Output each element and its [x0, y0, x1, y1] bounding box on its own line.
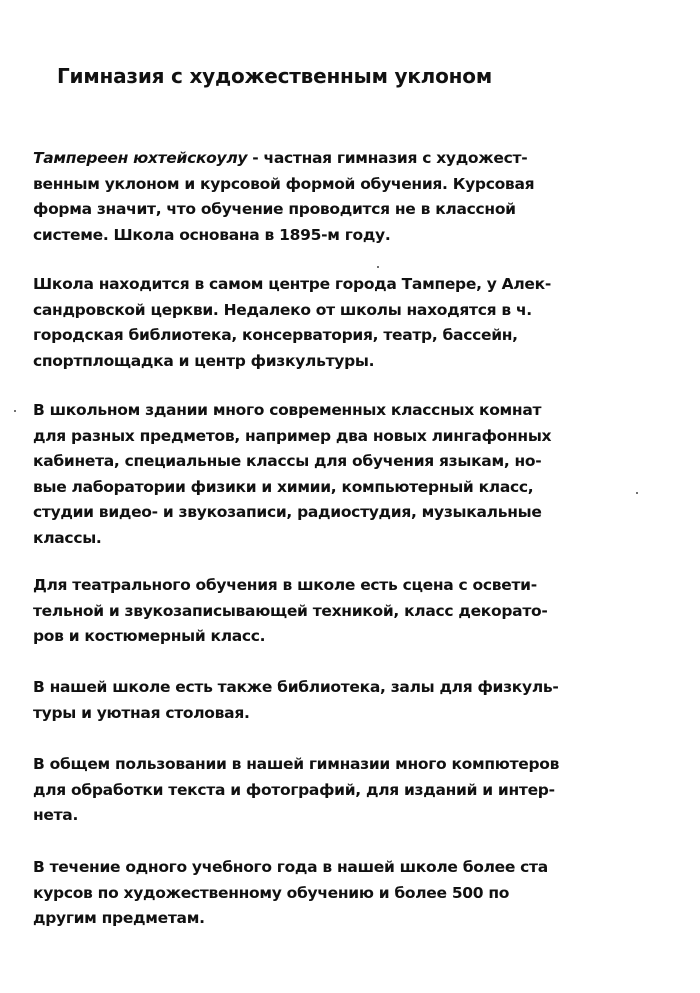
text-line: венным уклоном и курсовой формой обучения. Курсовая — [33, 174, 535, 193]
text-line: кабинета, специальные классы для обучения языкам, но- — [33, 452, 542, 470]
paragraph-facilities — [33, 398, 551, 551]
text-line: сандровской церкви. Недалеко от школы находятся в ч. — [33, 300, 532, 319]
page-title: Гимназия с художественным уклоном — [57, 64, 492, 88]
text-line: нета. — [33, 806, 79, 824]
text-line: городская библиотека, консерватория, театр, бассейн, — [33, 326, 518, 344]
paragraph-theatre — [33, 573, 548, 650]
text-line: студии видео- и звукозаписи, радиостудия, музыкальные — [33, 503, 542, 521]
text-line-rest: - частная гимназия с художест- — [247, 149, 528, 167]
text-line: Школа находится в самом центре города Тампере, у Алек- — [33, 275, 551, 293]
text-line: тельной и звукозаписывающей техникой, класс декорато- — [33, 601, 548, 620]
text-line: системе. Школа основана в 1895-м году. — [33, 225, 391, 244]
text-line: Для театрального обучения в школе есть сцена с освети- — [33, 576, 537, 594]
text-line: курсов по художественному обучению и более 500 по — [33, 883, 510, 902]
paragraph-computers — [33, 752, 559, 829]
paragraph-library — [33, 675, 559, 726]
text-line: В общем пользовании в нашей гимназии много компютеров — [33, 755, 560, 773]
text-line — [33, 146, 534, 172]
text-line: спортплощадка и центр физкультуры. — [33, 351, 375, 370]
text-line: другим предметам. — [33, 909, 205, 927]
text-line: классы. — [33, 528, 102, 547]
scan-speck — [636, 492, 638, 494]
text-line: туры и уютная столовая. — [33, 703, 250, 722]
text-line: форма значит, что обучение проводится не в классной — [33, 200, 516, 218]
school-name-lead: Тампереен юхтейскоулу — [33, 149, 248, 167]
text-line: вые лаборатории физики и химии, компьютерный класс, — [33, 477, 534, 496]
paragraph-courses — [33, 855, 548, 932]
text-line: В нашей школе есть также библиотека, залы для физкуль- — [33, 678, 559, 696]
scan-speck — [377, 266, 379, 268]
text-line: для разных предметов, например два новых лингафонных — [33, 426, 552, 445]
scan-speck — [14, 410, 16, 412]
text-line: для обработки текста и фотографий, для изданий и интер- — [33, 780, 555, 799]
paragraph-location — [33, 272, 551, 374]
paragraph-intro — [33, 146, 534, 248]
text-line: В течение одного учебного года в нашей школе более ста — [33, 858, 548, 876]
text-line: В школьном здании много современных классных комнат — [33, 401, 542, 419]
text-line: ров и костюмерный класс. — [33, 627, 266, 645]
